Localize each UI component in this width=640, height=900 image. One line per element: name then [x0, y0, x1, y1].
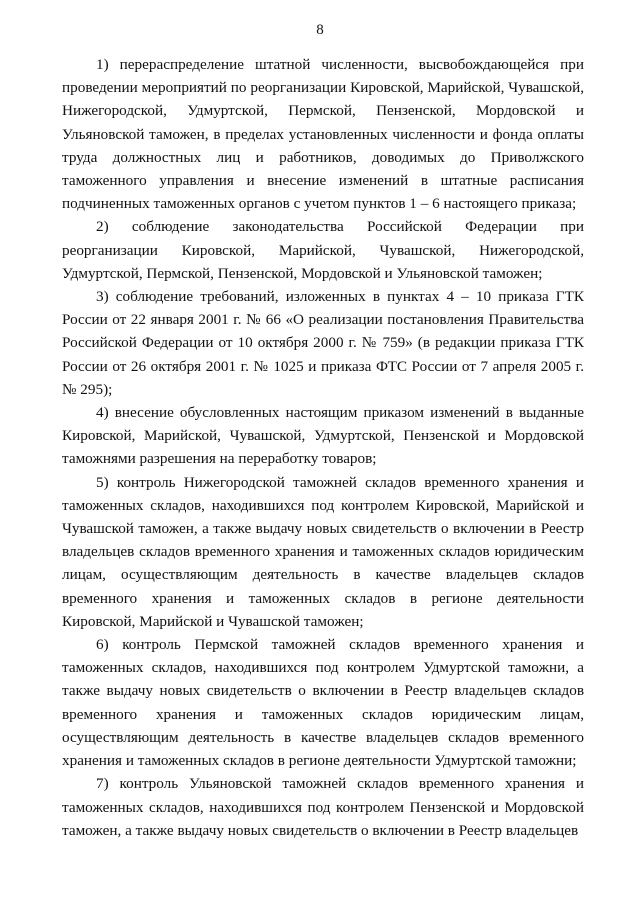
- page-number: 8: [316, 22, 324, 38]
- paragraph-item-1: 1) перераспределение штатной численности, высвобождающейся при проведении мероприятий по реорганизации Кировской, Марийской, Чувашской, Нижегородской, Удмуртской, Пермской, Пензенской, Мордовской и Ульяновской таможен, в пределах установленных численности и фонда оплаты труда должностных лиц и работников, доводимых до Приволжского таможенного управления и внесение изменений в штатные расписания подчиненных таможенных органов с учетом пунктов 1 – 6 настоящего приказа;: [62, 56, 584, 213]
- paragraph-item-4: 4) внесение обусловленных настоящим приказом изменений в выданные Кировской, Марийской, Чувашской, Удмуртской, Пензенской и Мордовской таможнями разрешения на переработку товаров;: [62, 404, 584, 468]
- document-body: [62, 53, 584, 842]
- paragraph-item-3: 3) соблюдение требований, изложенных в пунктах 4 – 10 приказа ГТК России от 22 января 2001 г. № 66 «О реализации постановления Правительства Российской Федерации от 10 октября 2000 г. № 759» (в редакции приказа ГТК России от 26 октября 2001 г. № 1025 и приказа ФТС России от 7 апреля 2005 г. № 295);: [62, 288, 584, 398]
- paragraph-item-7: 7) контроль Ульяновской таможней складов временного хранения и таможенных складов, находившихся под контролем Пензенской и Мордовской таможен, а также выдачу новых свидетельств о включении в Реестр владельцев: [62, 775, 584, 839]
- paragraph-item-2: 2) соблюдение законодательства Российской Федерации при реорганизации Кировской, Марийской, Чувашской, Нижегородской, Удмуртской, Пермской, Пензенской, Мордовской и Ульяновской таможен;: [62, 218, 584, 282]
- paragraph-item-5: 5) контроль Нижегородской таможней складов временного хранения и таможенных складов, находившихся под контролем Кировской, Марийской и Чувашской таможен, а также выдачу новых свидетельств о включении в Реестр владельцев складов временного хранения и таможенных складов юридическим лицам, осуществляющим деятельность в качестве владельцев складов временного хранения и таможенных складов в регионе деятельности Кировской, Марийской и Чувашской таможен;: [62, 473, 584, 630]
- paragraph-item-6: 6) контроль Пермской таможней складов временного хранения и таможенных складов, находившихся под контролем Удмуртской таможни, а также выдачу новых свидетельств о включении в Реестр владельцев складов временного хранения и таможенных складов юридическим лицам, осуществляющим деятельность в качестве владельцев складов временного хранения и таможенных складов в регионе деятельности Удмуртской таможни;: [62, 636, 584, 770]
